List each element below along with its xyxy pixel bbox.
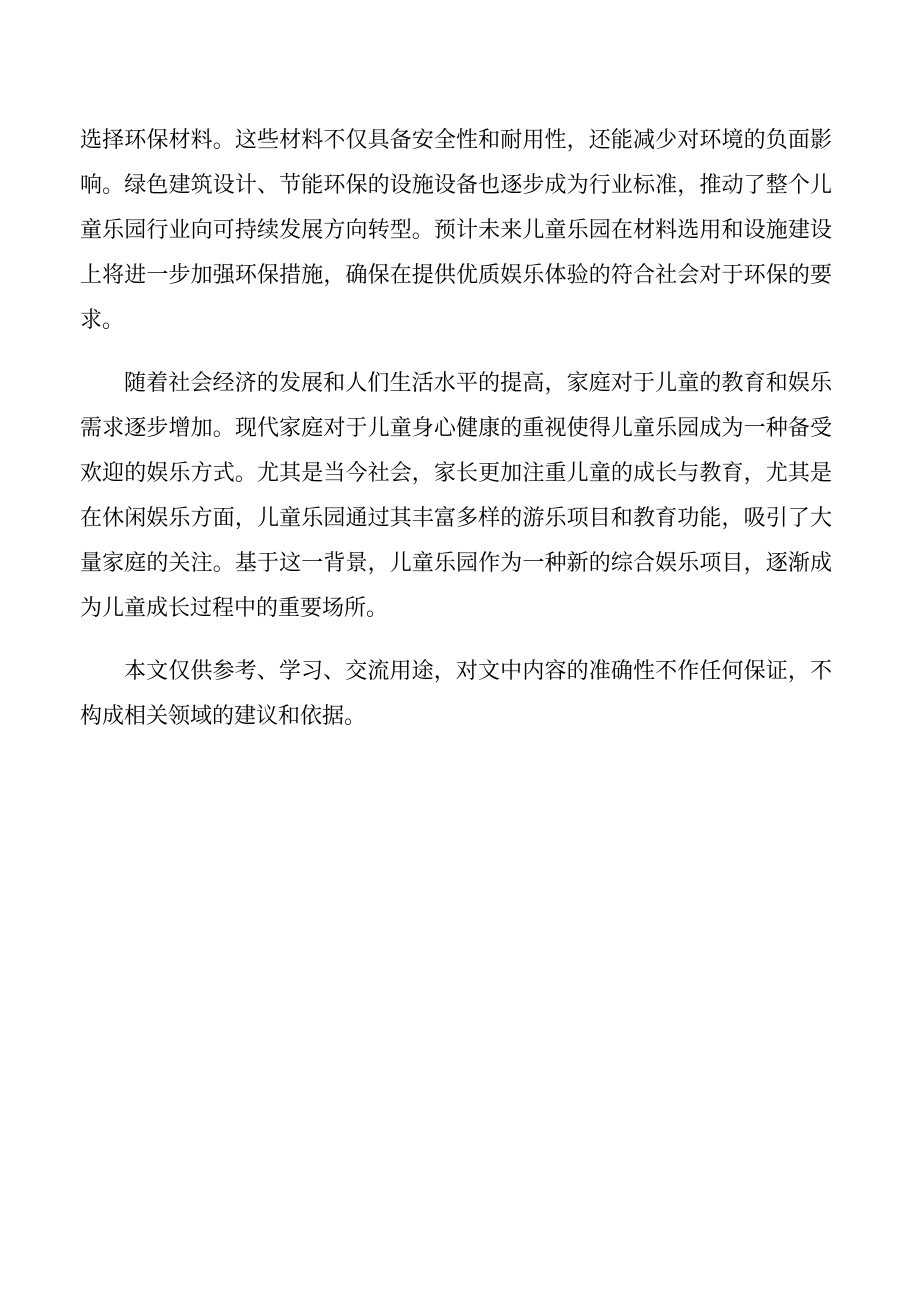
paragraph-background: 随着社会经济的发展和人们生活水平的提高，家庭对于儿童的教育和娱乐需求逐步增加。现代家庭对于儿童身心健康的重视使得儿童乐园成为一种备受欢迎的娱乐方式。尤其是当今社会，家长更加注重儿童的成长与教育，尤其是在休闲娱乐方面，儿童乐园通过其丰富多样的游乐项目和教育功能，吸引了大量家庭的关注。基于这一背景，儿童乐园作为一种新的综合娱乐项目，逐渐成为儿童成长过程中的重要场所。 [80,371,832,621]
paragraph-disclaimer: 本文仅供参考、学习、交流用途，对文中内容的准确性不作任何保证，不构成相关领域的建议和依据。 [80,659,832,729]
document-body [80,118,832,739]
paragraph-continued: 选择环保材料。这些材料不仅具备安全性和耐用性，还能减少对环境的负面影响。绿色建筑设计、节能环保的设施设备也逐步成为行业标准，推动了整个儿童乐园行业向可持续发展方向转型。预计未来儿童乐园在材料选用和设施建设上将进一步加强环保措施，确保在提供优质娱乐体验的符合社会对于环保的要求。 [80,128,832,333]
